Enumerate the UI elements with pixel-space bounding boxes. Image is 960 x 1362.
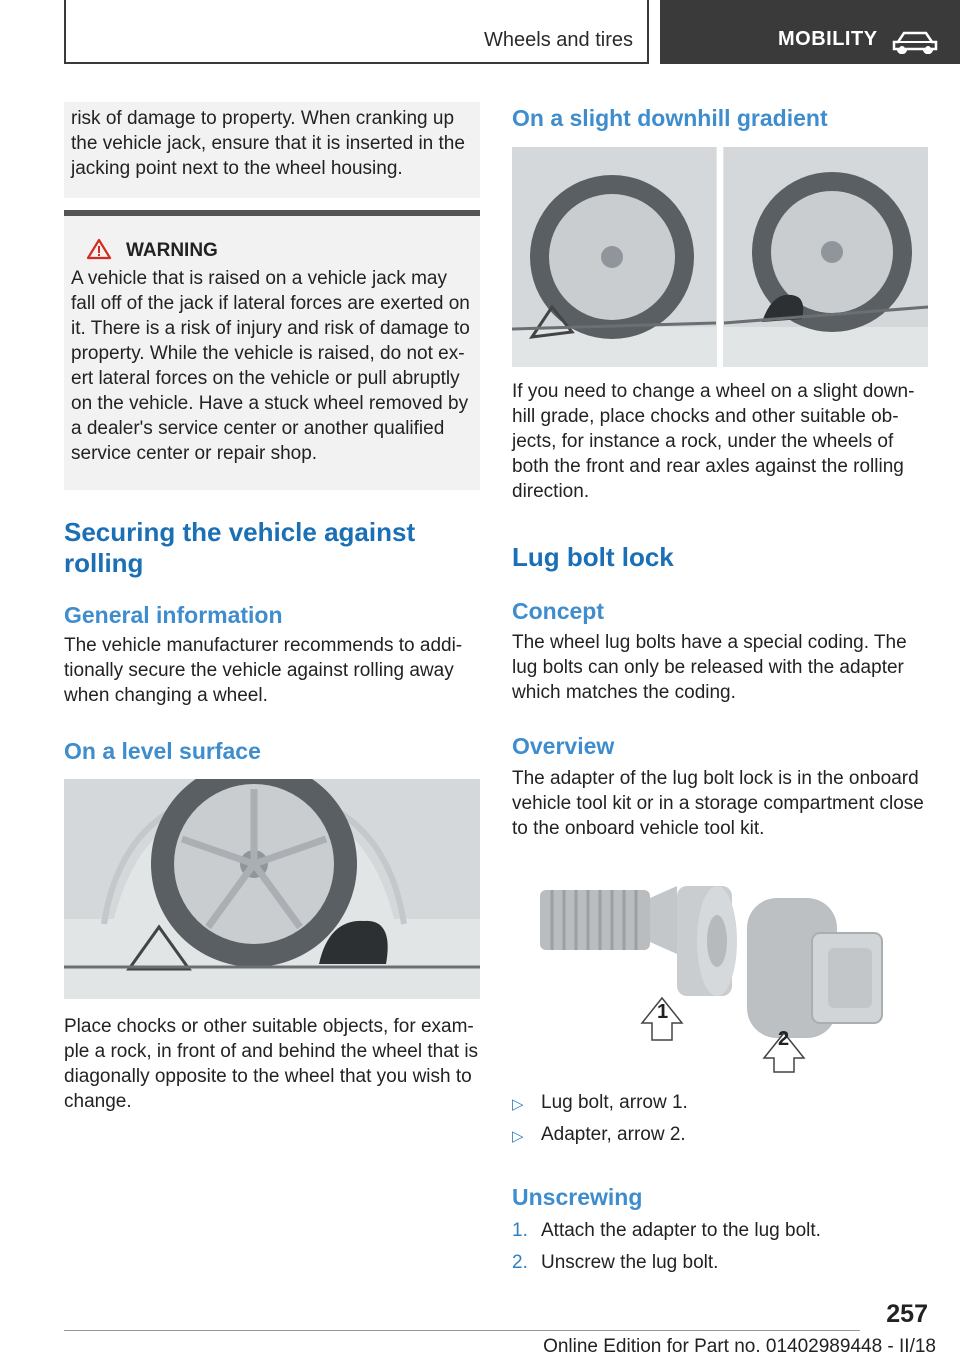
downhill-illustration (512, 147, 928, 367)
triangle-bullet-icon: ▷ (512, 1096, 524, 1113)
edition-footer: Online Edition for Part no. 01402989448 - II/18 (543, 1336, 936, 1357)
lug-heading: Lug bolt lock (512, 542, 674, 572)
concept-heading: Concept (512, 598, 604, 624)
warning-triangle-icon (86, 238, 112, 260)
downhill-text: If you need to change a wheel on a slight down-hill grade, place chocks and other suitable ob-jects, for instance a rock, under the wheels of both the front and rear axles against the rolling direction. (512, 381, 915, 502)
securing-heading-line1: Securing the vehicle against (64, 517, 416, 547)
bullet-list (512, 1090, 928, 1154)
warning-box (64, 210, 480, 490)
caution-text: risk of damage to property. When cranking up the vehicle jack, ensure that it is inserted in the jacking point next to the wheel housing. (71, 108, 465, 179)
concept-text: The wheel lug bolts have a special coding. The lug bolts can only be released with the adapter which matches the coding. (512, 632, 907, 703)
overview-text: The adapter of the lug bolt lock is in the onboard vehicle tool kit or in a storage compartment close to the onboard vehicle tool kit. (512, 768, 924, 839)
general-text: The vehicle manufacturer recommends to addi-tionally secure the vehicle against rolling away when changing a wheel. (64, 635, 463, 706)
list-item (512, 1122, 928, 1154)
lug-bolt-figure (512, 868, 928, 1078)
level-heading: On a level surface (64, 738, 261, 764)
overview-heading: Overview (512, 733, 615, 759)
car-icon (892, 28, 938, 54)
steps-list (512, 1218, 928, 1282)
level-text: Place chocks or other suitable objects, for exam-ple a rock, in front of and behind the wheel that is diagonally opposite to the wheel that you wish to change. (64, 1016, 479, 1112)
level-surface-figure (64, 779, 480, 999)
unscrewing-heading: Unscrewing (512, 1184, 643, 1210)
level-surface-illustration (64, 779, 480, 999)
callout-2-label: 2 (778, 1028, 790, 1050)
step-text: Unscrew the lug bolt. (541, 1252, 719, 1273)
triangle-bullet-icon: ▷ (512, 1128, 524, 1145)
list-item-text: Lug bolt, arrow 1. (541, 1092, 688, 1113)
warning-bar (64, 210, 480, 216)
caution-box (64, 102, 480, 198)
warning-text: A vehicle that is raised on a vehicle jack may fall off of the jack if lateral forces are exerted on it. There is a risk of injury and risk of damage to property. While the vehicle is raised, do not ex-ert lateral forces on the vehicle or pull abruptly on the vehicle. Have a stuck wheel removed by a dealer's service center or another qualified service center or repair shop. (71, 268, 470, 464)
step-text: Attach the adapter to the lug bolt. (541, 1220, 821, 1241)
page-number: 257 (886, 1300, 928, 1328)
downhill-heading: On a slight downhill gradient (512, 105, 828, 131)
section-title: Wheels and tires (484, 29, 633, 51)
step-number: 1. (512, 1220, 528, 1241)
step-number: 2. (512, 1252, 528, 1273)
list-item-text: Adapter, arrow 2. (541, 1124, 686, 1145)
warning-title: WARNING (126, 240, 218, 261)
step-item (512, 1250, 928, 1282)
securing-heading (64, 517, 480, 579)
callout-1-label: 1 (657, 1001, 669, 1023)
step-item (512, 1218, 928, 1250)
header-section-tab (64, 0, 649, 64)
securing-heading-line2: rolling (64, 548, 144, 578)
list-item (512, 1090, 928, 1122)
downhill-figure (512, 147, 928, 367)
general-heading: General information (64, 602, 283, 628)
footer-divider (64, 1330, 860, 1331)
header-chapter-tab (660, 0, 960, 64)
chapter-title: MOBILITY (778, 28, 878, 50)
lug-bolt-illustration (512, 868, 928, 1078)
